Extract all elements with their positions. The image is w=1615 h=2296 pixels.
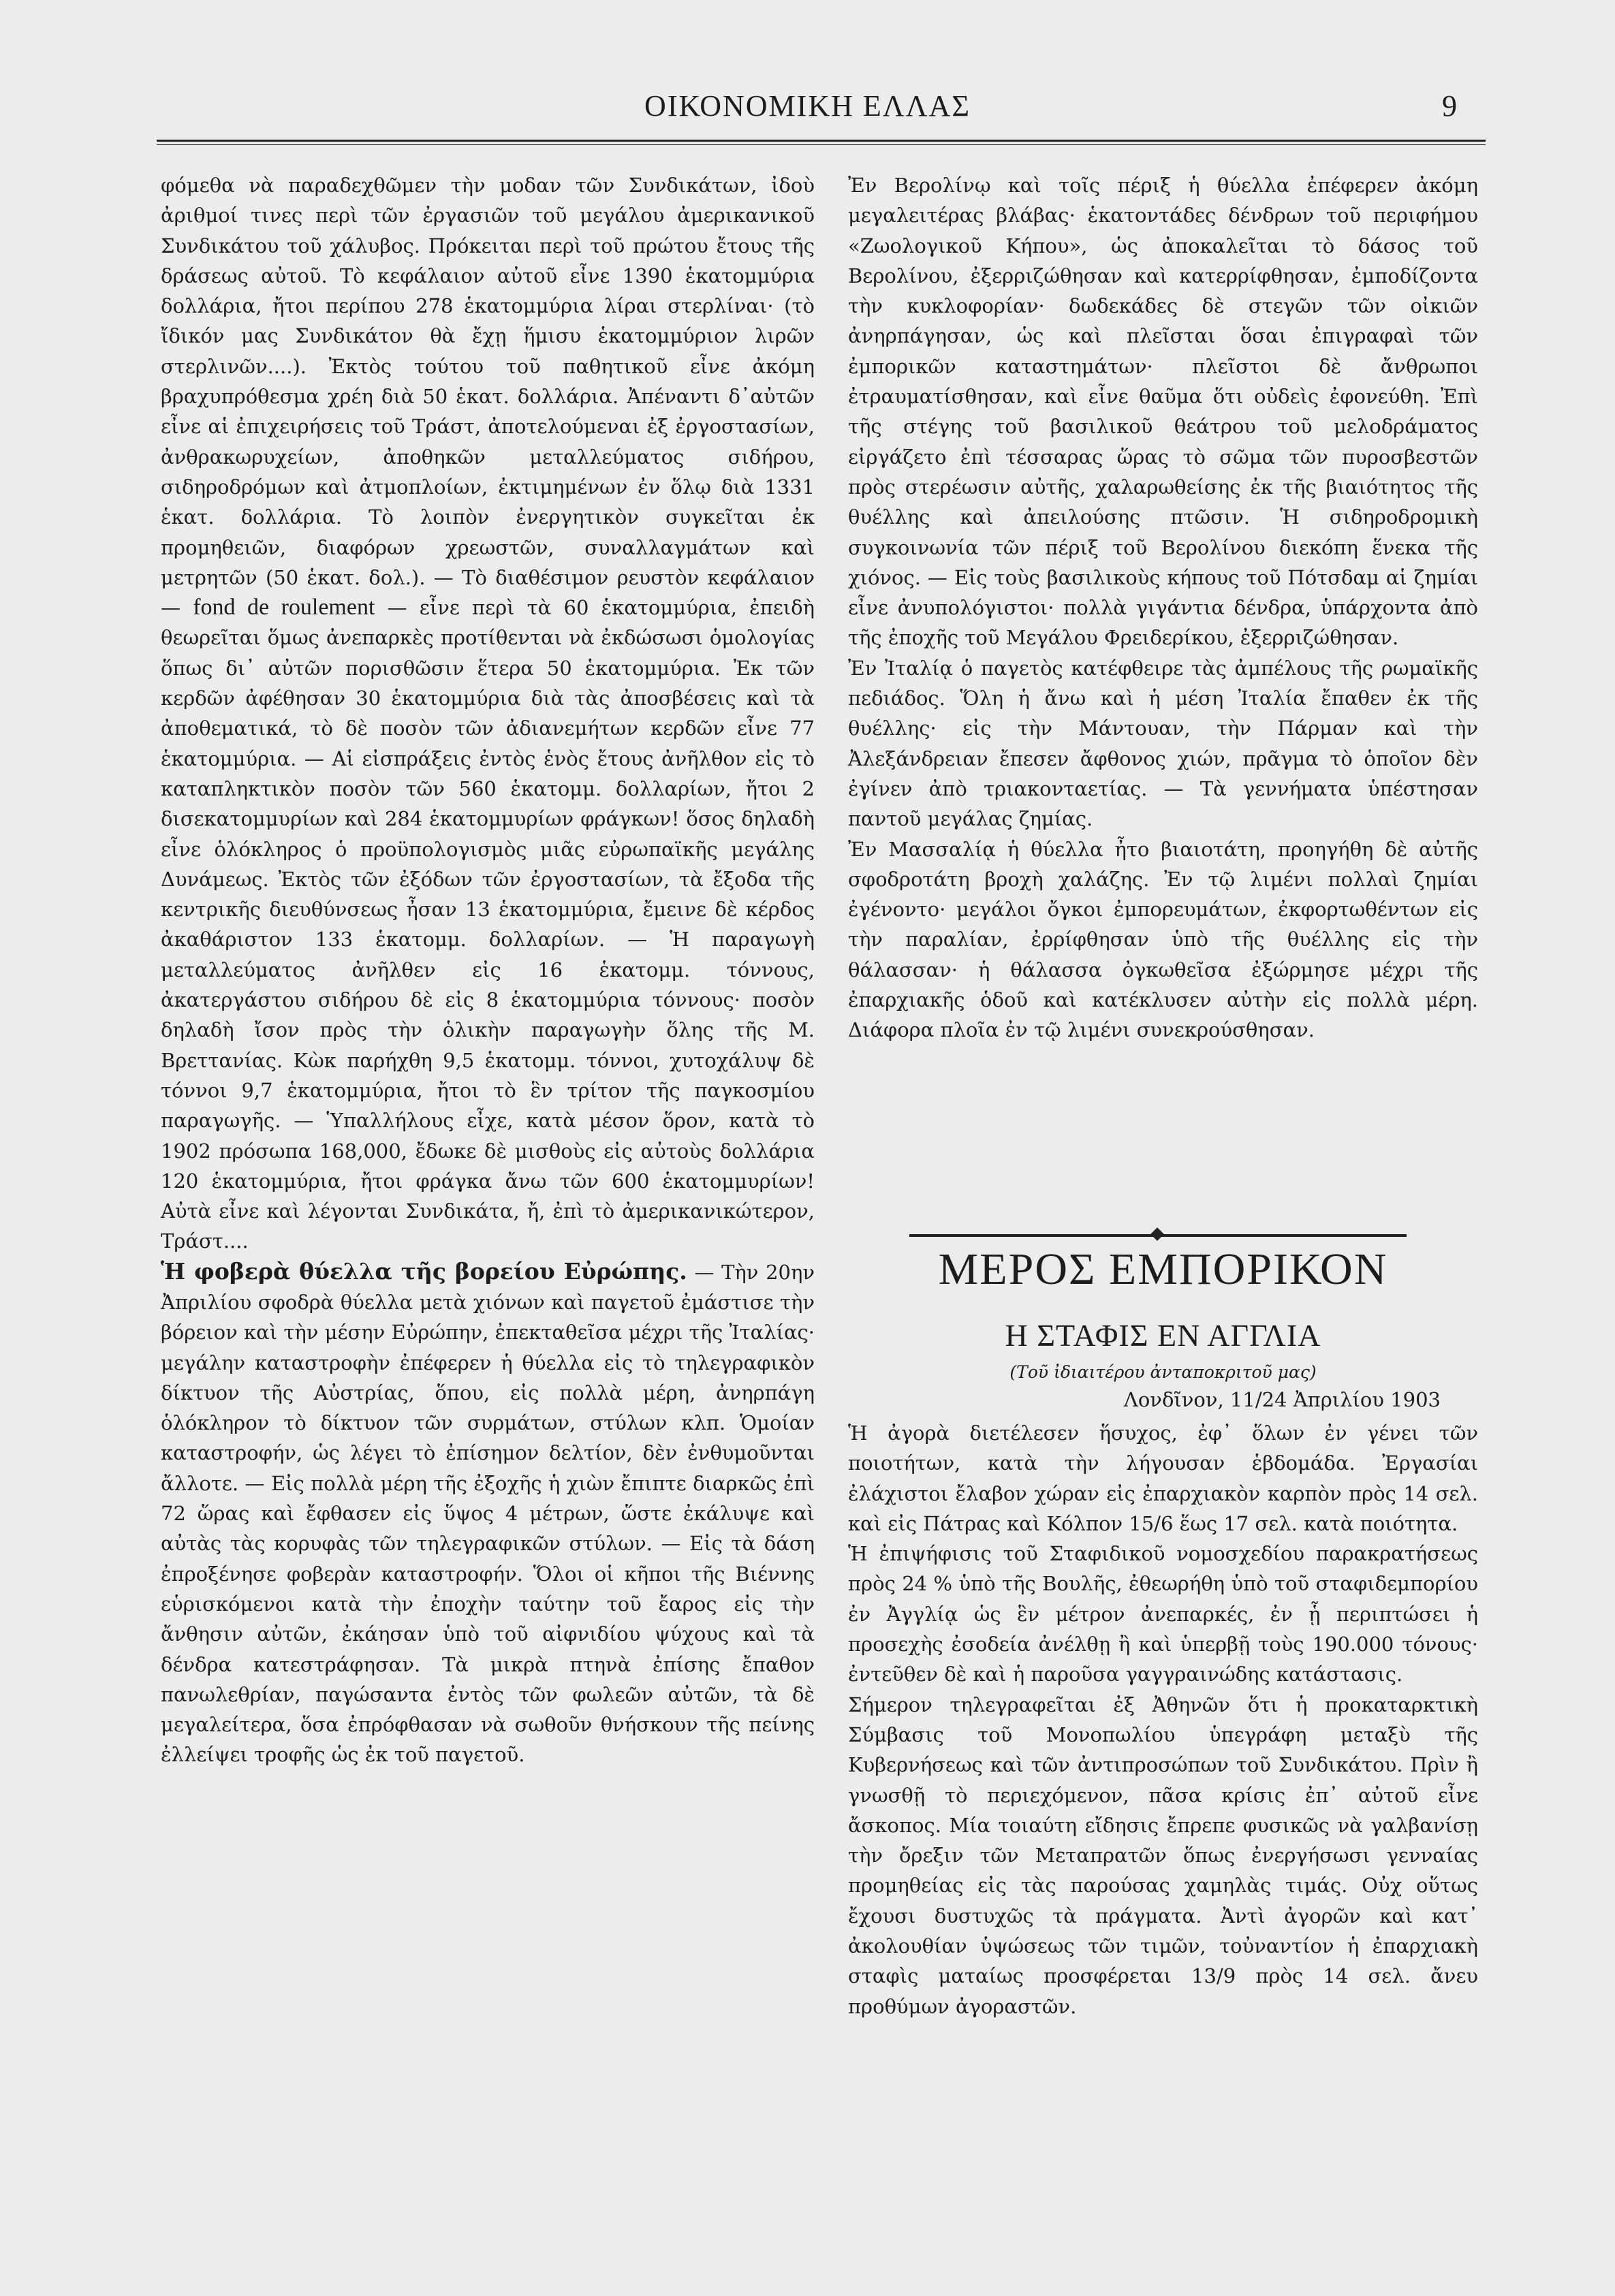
marseille-paragraph: Ἐν Μασσαλίᾳ ἡ θύελλα ἦτο βιαιοτάτη, προηγήθη δὲ αὐτῆς σφοδροτάτη βροχὴ χαλάζης. Ἐν τῷ λιμένι πολλαὶ ζημίαι ἐγένοντο· μεγάλοι ὄγκοι ἐμπορευμάτων, ἐκφορτωθέντων εἰς τὴν παραλίαν, ἐρρίφθησαν ὑπὸ τῆς θυέλλης εἰς τὴν θάλασσαν· ἡ θάλασσα ὀγκωθεῖσα ἐξώρμησε μέχρι τῆς ἐπαρχιακῆς ὁδοῦ καὶ κατέκλυσεν αὐτὴν εἰς πολλὰ μέρη. Διάφορα πλοῖα ἐν τῷ λιμένι συνεκρούσθησαν. [848, 837, 1478, 1042]
correspondent-note: (Τοῦ ἰδιαιτέρου ἀνταποκριτοῦ μας) [1009, 1362, 1317, 1382]
trust-article-paragraph [161, 170, 815, 1196]
section-title: ΜΕΡΟΣ ΕΜΠΟΡΙΚΟΝ [938, 1244, 1388, 1294]
trust-article-latin-term: fond de roulement [193, 595, 375, 620]
right-column-bottom [848, 1418, 1478, 2022]
currant-paragraph-1: Ἡ ἀγορὰ διετέλεσεν ἥσυχος, ἐφ᾽ ὅλων ἐν γένει τῶν ποιοτήτων, κατὰ τὴν λήγουσαν ἑβδομάδα. Ἐργασίαι ἐλάχιστοι ἔλαβον χώραν εἰς ἐπαρχιακὸν καρπὸν πρὸς 14 σελ. καὶ εἰς Πάτρας καὶ Κόλπον 15/6 ἕως 17 σελ. κατὰ ποιότητα. [848, 1421, 1478, 1535]
storm-article-paragraph [161, 1257, 815, 1770]
italy-paragraph: Ἐν Ἰταλίᾳ ὁ παγετὸς κατέφθειρε τὰς ἀμπέλους τῆς ρωμαϊκῆς πεδιάδος. Ὅλη ἡ ἄνω καὶ ἡ μέση Ἰταλία ἔπαθεν ἐκ τῆς θυέλλης· εἰς τὴν Μάντουαν, τὴν Πάρμαν καὶ τὴν Ἀλεξάνδρειαν ἔπεσεν ἄφθονος χιών, πρᾶγμα τὸ ὁποῖον δὲν ἐγίνεν ἀπὸ τριακονταετίας. — Τὰ γεννήματα ὑπέστησαν παντοῦ μεγάλας ζημίας. [848, 656, 1478, 831]
divider-ornament [1150, 1227, 1164, 1241]
left-column [161, 170, 815, 1770]
dateline: Λονδῖνον, 11/24 Ἀπριλίου 1903 [1123, 1388, 1441, 1411]
storm-article-text: — Τὴν 20ην Ἀπριλίου σφοδρὰ θύελλα μετὰ χιόνων καὶ παγετοῦ ἐμάστισε τὴν βόρειον καὶ τὴν μέσην Εὐρώπην, ἐπεκταθεῖσα μέχρι τῆς Ἰταλίας· μεγάλην καταστροφὴν ἐπέφερεν ἡ θύελλα εἰς τὸ τηλεγραφικὸν δίκτυον τῆς Αὐστρίας, ὅπου, εἰς πολλὰ μέρη, ἀνηρπάγη ὁλόκληρον τὸ δίκτυον τῶν συρμάτων, στύλων κλπ. Ὁμοίαν καταστροφήν, ὡς λέγει τὸ ἐπίσημον δελτίον, δὲν ἐνθυμοῦνται ἄλλοτε. — Εἰς πολλὰ μέρη τῆς ἐξοχῆς ἡ χιὼν ἔπιπτε διαρκῶς ἐπὶ 72 ὥρας καὶ ἔφθασεν εἰς ὕψος 4 μέτρων, ὥστε ἐκάλυψε καὶ αὐτὰς τὰς κορυφὰς τῶν τηλεγραφικῶν στύλων. — Εἰς τὰ δάση ἐπροξένησε φοβερὰν καταστροφήν. Ὅλοι οἱ κῆποι τῆς Βιέννης εὑρισκόμενοι κατὰ τὴν ἐποχὴν ταύτην τοῦ ἔαρος εἰς τὴν ἄνθησιν αὐτῶν, ἐκάησαν ὑπὸ τοῦ αἰφνιδίου ψύχους καὶ τὰ δένδρα κατεστράφησαν. Τὰ μικρὰ πτηνὰ ἐπίσης ἔπαθον πανωλεθρίαν, παγώσαντα ἐντὸς τῶν φωλεῶν αὐτῶν, τὰ δὲ μεγαλείτερα, ὅσα ἐπρόφθασαν νὰ σωθοῦν θνήσκουν τῆς πείνης ἐλλείψει τροφῆς ὡς ἐκ τοῦ παγετοῦ. [161, 1260, 815, 1767]
header-rule-thin [157, 144, 1486, 145]
article-title: Η ΣΤΑΦΙΣ ΕΝ ΑΓΓΛΙΑ [1005, 1318, 1321, 1353]
berlin-paragraph: Ἐν Βερολίνῳ καὶ τοῖς πέριξ ἡ θύελλα ἐπέφερεν ἀκόμη μεγαλειτέρας βλάβας· ἑκατοντάδες δένδρων τοῦ περιφήμου «Ζωολογικοῦ Κήπου», ὡς ἀποκαλεῖται τὸ δάσος τοῦ Βερολίνου, ἐξερριζώθησαν καὶ κατερρίφθησαν, ἐμποδίζοντα τὴν κυκλοφορίαν· δωδεκάδες δὲ στεγῶν τῶν οἰκιῶν ἀνηρπάγησαν, ὡς καὶ πλεῖσται ὅσαι ἐπιγραφαὶ τῶν ἐμπορικῶν καταστημάτων· πλεῖστοι δὲ ἄνθρωποι ἐτραυματίσθησαν, καὶ εἶνε θαῦμα ὅτι οὐδεὶς ἐφονεύθη. Ἐπὶ τῆς στέγης τοῦ βασιλικοῦ θεάτρου τοῦ μελοδράματος εἰργάζετο ἐπὶ τέσσαρας ὥρας τὸ σῶμα τῶν πυροσβεστῶν πρὸς στερέωσιν αὐτῆς, χαλαρωθείσης ἐκ τῆς βιαιότητος τῆς θυέλλης καὶ ἀπειλούσης πτῶσιν. Ἡ σιδηροδρομικὴ συγκοινωνία τῶν πέριξ τοῦ Βερολίνου διεκόπη ἕνεκα τῆς χιόνος. — Εἰς τοὺς βασιλικοὺς κήπους τοῦ Πότσδαμ αἱ ζημίαι εἶνε ἀνυπολόγιστοι· πολλὰ γιγάντια δένδρα, ὑπάρχοντα ἀπὸ τῆς ἐποχῆς τοῦ Μεγάλου Φρειδερίκου, ἐξερριζώθησαν. [848, 174, 1478, 650]
page-number: 9 [1442, 89, 1457, 123]
right-column-top [848, 170, 1478, 1045]
storm-article-heading: Ἡ φοβερὰ θύελλα τῆς βορείου Εὐρώπης. [161, 1257, 687, 1285]
trust-article-closing: Αὐτὰ εἶνε καὶ λέγονται Συνδικάτα, ἤ, ἐπὶ τὸ ἀμερικανικώτερον, Τράστ.... [161, 1199, 815, 1253]
section-divider [909, 1234, 1407, 1237]
running-header [157, 89, 1458, 136]
currant-paragraph-2: Ἡ ἐπιψήφισις τοῦ Σταφιδικοῦ νομοσχεδίου παρακρατήσεως πρὸς 24 % ὑπὸ τῆς Βουλῆς, ἐθεωρήθη ὑπὸ τοῦ σταφιδεμπορίου ἐν Ἀγγλίᾳ ὡς ἓν μέτρον ἀνεπαρκές, ἐν ᾗ περιπτώσει ἡ προσεχὴς ἐσοδεία ἀνέλθῃ ἢ καὶ ὑπερβῇ τοὺς 190.000 τόνους· ἐντεῦθεν δὲ καὶ ἡ παροῦσα γαγγραινώδης κατάστασις. [848, 1542, 1478, 1686]
header-rule-thick [157, 140, 1486, 142]
currant-paragraph-3: Σήμερον τηλεγραφεῖται ἐξ Ἀθηνῶν ὅτι ἡ προκαταρκτικὴ Σύμβασις τοῦ Μονοπωλίου ὑπεγράφη μεταξὺ τῆς Κυβερνήσεως καὶ τῶν ἀντιπροσώπων τοῦ Συνδικάτου. Πρὶν ἢ γνωσθῇ τὸ περιεχόμενον, πᾶσα κρίσις ἐπ᾽ αὐτοῦ εἶνε ἄσκοπος. Μία τοιαύτη εἴδησις ἔπρεπε φυσικῶς νὰ γαλβανίσῃ τὴν ὄρεξιν τῶν Μεταπρατῶν ὅπως ἐνεργήσωσι γενναίας προμηθείας εἰς τὰς παρούσας χαμηλὰς τιμάς. Οὐχ οὕτως ἔχουσι δυστυχῶς τὰ πράγματα. Ἀντὶ ἀγορῶν καὶ κατ᾽ ἀκολουθίαν ὑψώσεως τῶν τιμῶν, τοὐναντίον ἡ ἐπαρχιακὴ σταφὶς ματαίως προσφέρεται 13/9 πρὸς 14 σελ. ἄνευ προθύμων ἀγοραστῶν. [848, 1693, 1478, 2018]
trust-article-text-b: — εἶνε περὶ τὰ 60 ἑκατομμύρια, ἐπειδὴ θεωρεῖται ὅμως ἀνεπαρκὲς προτίθενται νὰ ἐκδώσωσι ὁμολογίας ὅπως δι᾽ αὐτῶν πορισθῶσιν ἕτερα 50 ἑκατομμύρια. Ἐκ τῶν κερδῶν ἀφέθησαν 30 ἑκατομμύρια διὰ τὰς ἀποσβέσεις καὶ τὰ ἀποθεματικά, τὸ δὲ ποσὸν τῶν ἀδιανεμήτων κερδῶν εἶνε 77 ἑκατομμύρια. — Αἱ εἰσπράξεις ἐντὸς ἑνὸς ἔτους ἀνῆλθον εἰς τὸ καταπληκτικὸν ποσὸν τῶν 560 ἑκατομμ. δολλαρίων, ἤτοι 2 δισεκατομμυρίων καὶ 284 ἑκατομμυρίων φράγκων! ὅσος δηλαδὴ εἶνε ὁλόκληρος ὁ προϋπολογισμὸς μιᾶς εὐρωπαϊκῆς μεγάλης Δυνάμεως. Ἐκτὸς τῶν ἐξόδων τῶν ἐργοστασίων, τὰ ἔξοδα τῆς κεντρικῆς διευθύνσεως ἦσαν 13 ἑκατομμύρια, ἔμεινε δὲ κέρδος ἀκαθάριστον 133 ἑκατομμ. δολλαρίων. — Ἡ παραγωγὴ μεταλλεύματος ἀνῆλθεν εἰς 16 ἑκατομμ. τόννους, ἀκατεργάστου σιδήρου δὲ εἰς 8 ἑκατομμύρια τόννους· ποσὸν δηλαδὴ ἴσον πρὸς τὴν ὁλικὴν παραγωγὴν ὅλης τῆς Μ. Βρεττανίας. Κὼκ παρήχθη 9,5 ἑκατομμ. τόννοι, χυτοχάλυψ δὲ τόννοι 9,7 ἑκατομμύρια, ἤτοι τὸ ἓν τρίτον τῆς παγκοσμίου παραγωγῆς. — Ὑπαλλήλους εἶχε, κατὰ μέσον ὅρον, κατὰ τὸ 1902 πρόσωπα 168,000, ἔδωκε δὲ μισθοὺς εἰς αὐτοὺς δολλάρια 120 ἑκατομμύρια, ἤτοι φράγκα ἄνω τῶν 600 ἑκατομμυρίων! [161, 596, 815, 1193]
trust-article-text-a: φόμεθα νὰ παραδεχθῶμεν τὴν μοδαν τῶν Συνδικάτων, ἰδοὺ ἀριθμοί τινες περὶ τῶν ἐργασιῶν τοῦ μεγάλου ἀμερικανικοῦ Συνδικάτου τοῦ χάλυβος. Πρόκειται περὶ τοῦ πρώτου ἔτους τῆς δράσεως αὐτοῦ. Τὸ κεφάλαιον αὐτοῦ εἶνε 1390 ἑκατομμύρια δολλάρια, ἤτοι περίπου 278 ἑκατομμύρια λίραι στερλίναι· (τὸ ἴδικόν μας Συνδικάτον θὰ ἔχῃ ἥμισυ ἑκατομμύριον λιρῶν στερλινῶν....). Ἐκτὸς τούτου τοῦ παθητικοῦ εἶνε ἀκόμη βραχυπρόθεσμα χρέη διὰ 50 ἑκατ. δολλάρια. Ἀπέναντι δ᾽αὐτῶν εἶνε αἱ ἐπιχειρήσεις τοῦ Τράστ, ἀποτελούμεναι ἐξ ἐργοστασίων, ἀνθρακωρυχείων, ἀποθηκῶν μεταλλεύματος σιδήρου, σιδηροδρόμων καὶ ἀτμοπλοίων, ἐκτιμημένων ἐν ὅλῳ διὰ 1331 ἑκατ. δολλάρια. Τὸ λοιπὸν ἐνεργητικὸν συγκεῖται ἐκ προμηθειῶν, διαφόρων χρεωστῶν, συναλλαγμάτων καὶ μετρητῶν (50 ἑκατ. δολ.). — Τὸ διαθέσιμον ρευστὸν κεφάλαιον — [161, 174, 815, 620]
journal-title: ΟΙΚΟΝΟΜΙΚΗ ΕΛΛΑΣ [644, 89, 971, 123]
